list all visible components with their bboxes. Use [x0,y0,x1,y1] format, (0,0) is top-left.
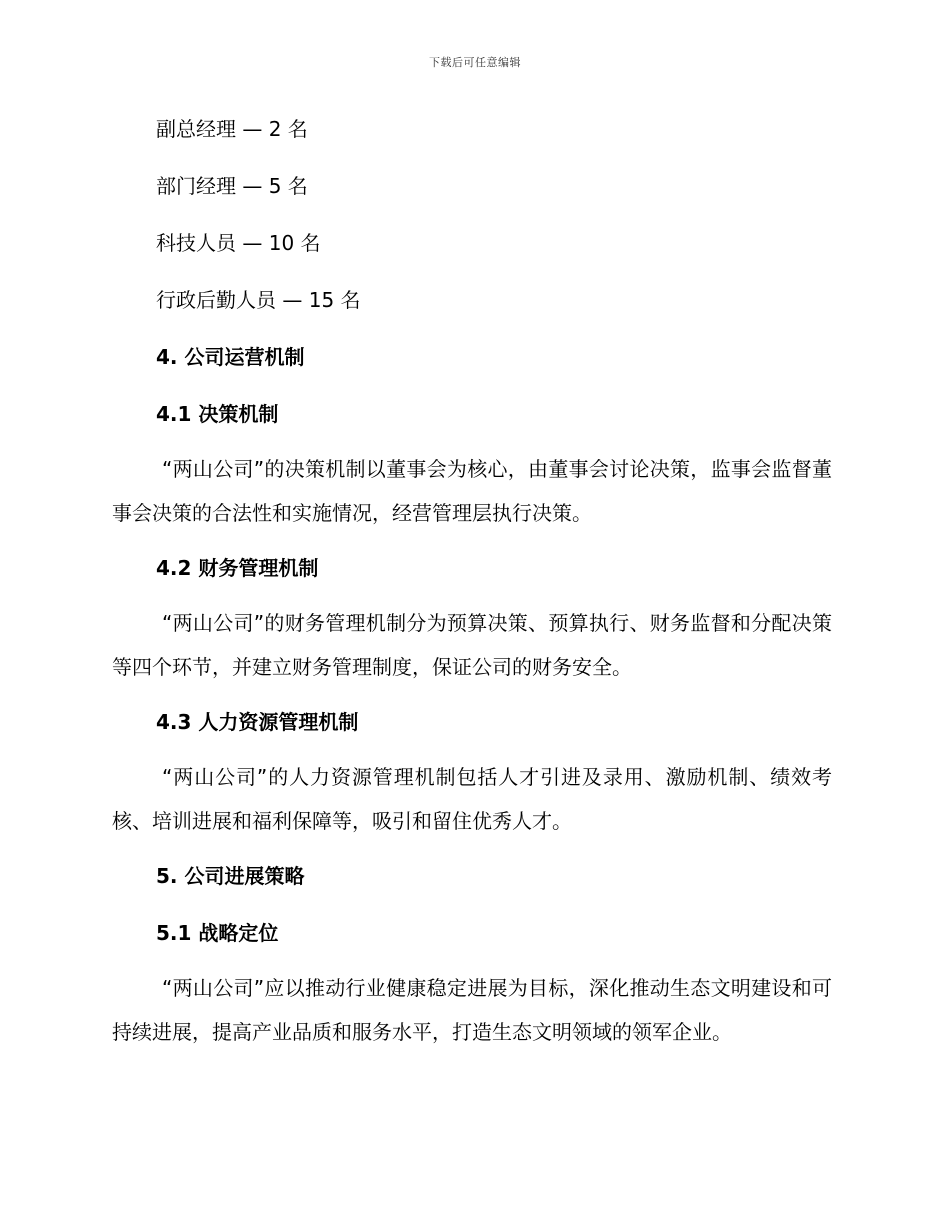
section-4-1-heading: 4.1 决策机制 [156,402,279,426]
section-4-3-heading: 4.3 人力资源管理机制 [156,710,359,734]
section-5-1-paragraph: “两山公司”应以推动行业健康稳定进展为目标，深化推动生态文明建设和可持续进展，提高产业品质和服务水平，打造生态文明领域的领军企业。 [112,976,832,1044]
section-4-1-paragraph: “两山公司”的决策机制以董事会为核心，由董事会讨论决策，监事会监督董事会决策的合法性和实施情况，经营管理层执行决策。 [112,457,832,525]
staff-item-deputy-gm: 副总经理 — 2 名 [156,117,308,141]
staff-item-tech-staff: 科技人员 — 10 名 [156,231,321,255]
section-4-3-paragraph: “两山公司”的人力资源管理机制包括人才引进及录用、激励机制、绩效考核、培训进展和福利保障等，吸引和留住优秀人才。 [112,765,832,833]
section-5-1-heading: 5.1 战略定位 [156,921,279,945]
staff-item-admin-staff: 行政后勤人员 — 15 名 [156,288,361,312]
section-5-heading: 5. 公司进展策略 [156,864,305,888]
document-body [112,110,832,1054]
page-header: 下载后可任意编辑 [429,56,521,69]
section-4-2-heading: 4.2 财务管理机制 [156,556,319,580]
staff-item-dept-manager: 部门经理 — 5 名 [156,174,308,198]
section-4-2-paragraph: “两山公司”的财务管理机制分为预算决策、预算执行、财务监督和分配决策等四个环节，并建立财务管理制度，保证公司的财务安全。 [112,611,832,679]
section-4-heading: 4. 公司运营机制 [156,345,305,369]
